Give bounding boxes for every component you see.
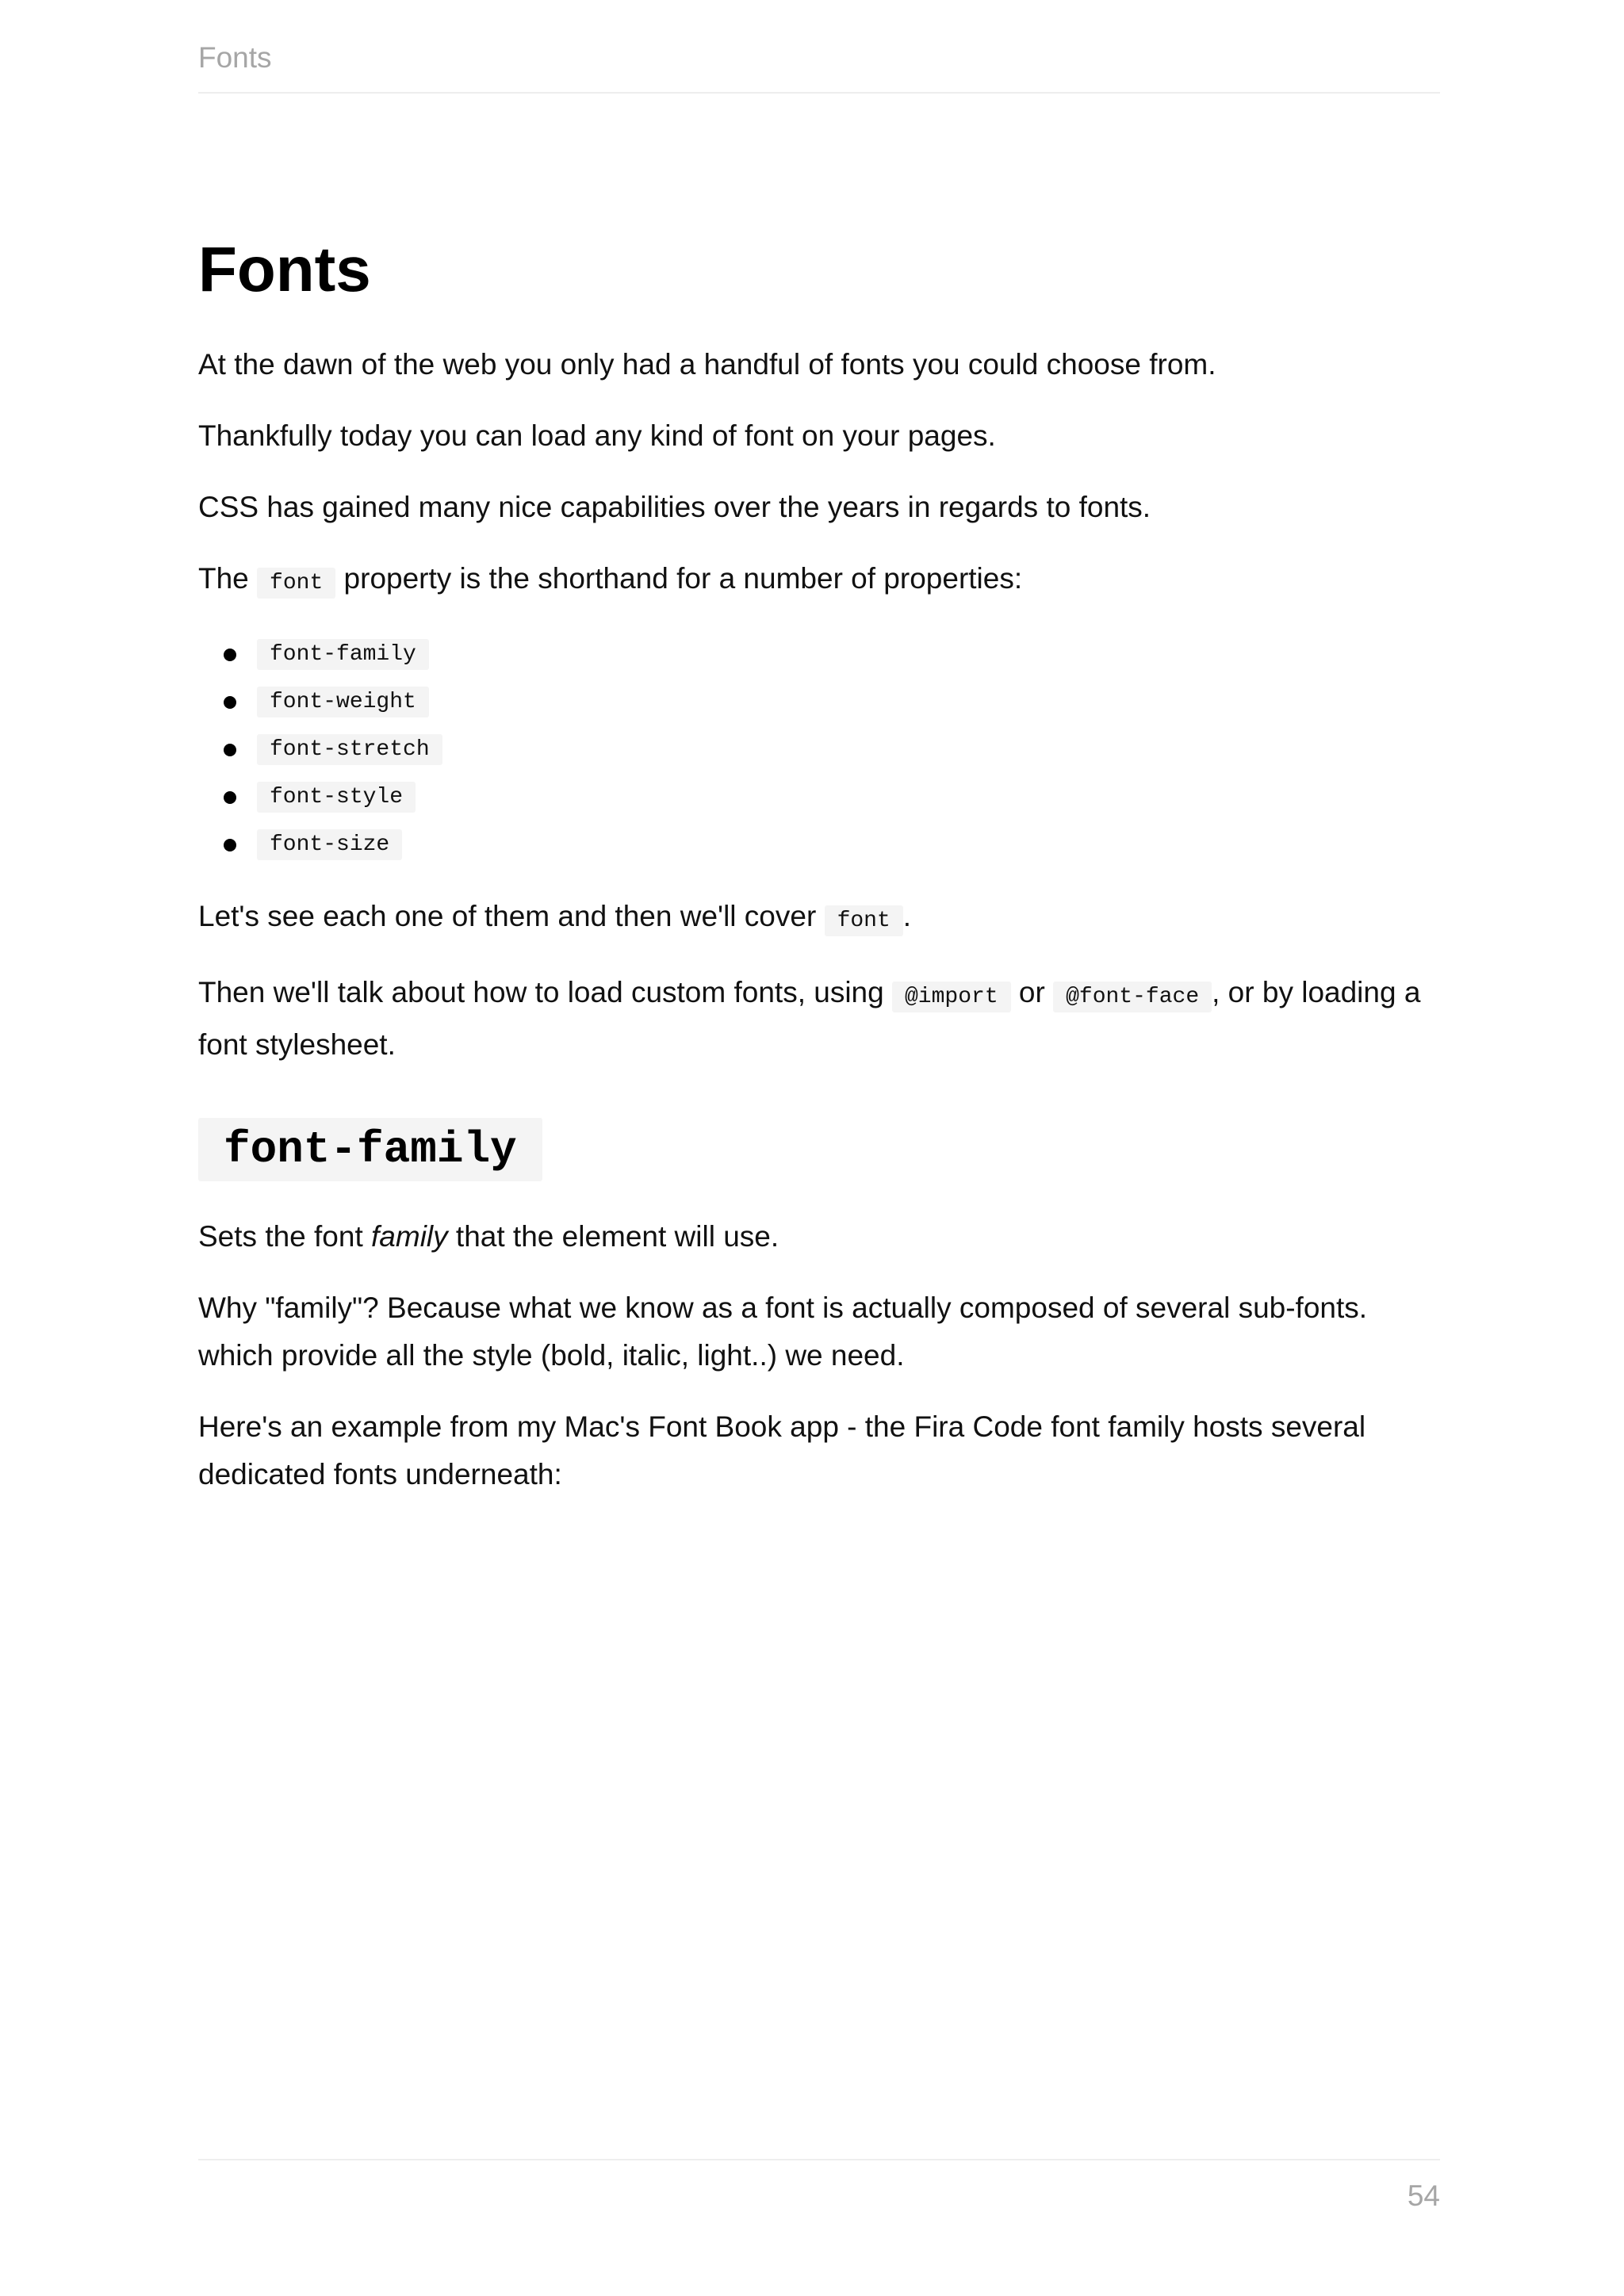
intro-paragraph-1: At the dawn of the web you only had a handful of fonts you could choose from. [198,348,1216,381]
shorthand-text-after: property is the shorthand for a number of properties: [335,562,1023,595]
shorthand-text-before: The [198,562,258,595]
inline-code-font-face: @font-face [1053,982,1212,1012]
page-content [198,222,1440,1522]
section-heading-code: font-family [198,1118,542,1181]
bullet-icon [224,696,236,709]
inline-code-import: @import [892,982,1011,1012]
property-code: font-size [257,829,402,860]
sets-emphasis: family [371,1220,448,1253]
intro-paragraph-3: CSS has gained many nice capabilities over the years in regards to fonts. [198,491,1151,523]
property-code: font-style [257,782,416,813]
inline-code-font: font [257,568,335,599]
bullet-icon [224,839,236,851]
font-properties-list [198,631,1440,869]
property-code: font-family [257,639,429,670]
property-code: font-weight [257,687,429,718]
bullet-icon [224,744,236,756]
custom-fonts-paragraph [198,969,1440,1069]
section-heading [198,1118,1440,1181]
cover-paragraph [198,893,1440,945]
shorthand-paragraph [198,555,1440,607]
page [198,0,1440,2296]
list-item [198,774,1440,821]
cover-text-after: . [902,900,912,932]
page-number: 54 [1407,2179,1440,2212]
custom-text-middle: or [1010,976,1054,1008]
example-paragraph: Here's an example from my Mac's Font Book app - the Fira Code font family hosts several dedicated fonts underneath: [198,1410,1366,1490]
bullet-icon [224,649,236,661]
custom-text-before: Then we'll talk about how to load custom fonts, using [198,976,892,1008]
list-item [198,631,1440,679]
intro-paragraph-2: Thankfully today you can load any kind of font on your pages. [198,419,996,452]
list-item [198,679,1440,726]
property-code: font-stretch [257,734,442,765]
list-item [198,726,1440,774]
bullet-icon [224,791,236,804]
running-footer [198,2159,1440,2212]
list-item [198,821,1440,869]
sets-text-before: Sets the font [198,1220,372,1253]
page-title: Fonts [198,234,371,304]
running-header [198,38,1440,94]
why-paragraph: Why "family"? Because what we know as a font is actually composed of several sub-fonts. which provide all the style (bold, italic, light..) we need. [198,1292,1368,1372]
sets-paragraph [198,1213,1440,1261]
custom-text-after: , or by loading a font stylesheet. [198,976,1421,1061]
running-header-title: Fonts [198,41,272,74]
cover-text-before: Let's see each one of them and then we'll cover [198,900,825,932]
inline-code-font: font [825,905,903,936]
sets-text-after: that the element will use. [447,1220,779,1253]
